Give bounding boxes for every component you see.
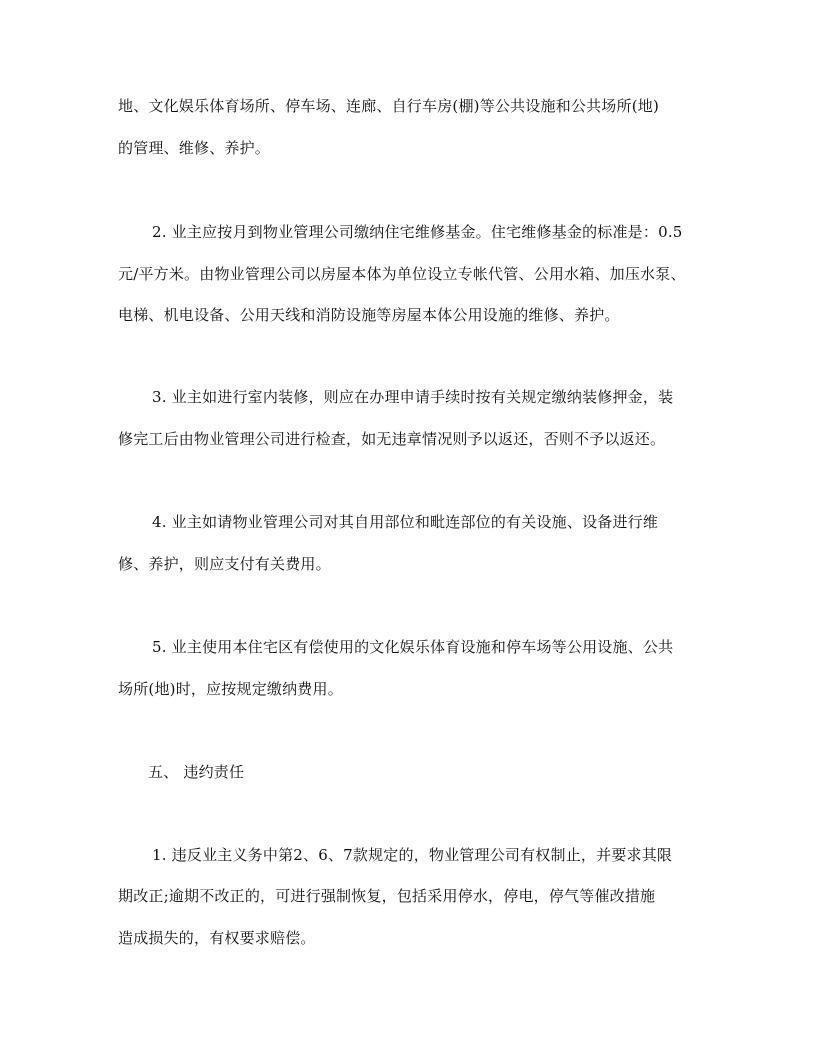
paragraph-line: 4. 业主如请物业管理公司对其自用部位和毗连部位的有关设施、设备进行维: [152, 513, 659, 531]
paragraph-line: 的管理、维修、养护。: [118, 139, 271, 157]
paragraph-line: 地、文化娱乐体育场所、停车场、连廊、自行车房(棚)等公共设施和公共场所(地): [118, 97, 660, 115]
paragraph-line: 场所(地)时，应按规定缴纳费用。: [118, 680, 343, 698]
paragraph-line: 2. 业主应按月到物业管理公司缴纳住宅维修基金。住宅维修基金的标准是：0.5: [152, 223, 683, 241]
paragraph-line: 5. 业主使用本住宅区有偿使用的文化娱乐体育设施和停车场等公用设施、公共: [152, 638, 674, 656]
paragraph-line: 电梯、机电设备、公用天线和消防设施等房屋本体公用设施的维修、养护。: [118, 306, 620, 324]
paragraph-line: 期改正;逾期不改正的，可进行强制恢复，包括采用停水，停电，停气等催改措施: [118, 887, 656, 905]
paragraph-line: 3. 业主如进行室内装修，则应在办理申请手续时按有关规定缴纳装修押金，装: [152, 388, 674, 406]
paragraph-line: 修完工后由物业管理公司进行检查，如无违章情况则予以返还，否则不予以返还。: [118, 430, 666, 448]
paragraph-line: 1. 违反业主义务中第2、6、7款规定的，物业管理公司有权制止，并要求其限: [152, 846, 673, 864]
paragraph-line: 修、养护，则应支付有关费用。: [118, 555, 331, 573]
paragraph-line: 元/平方米。由物业管理公司以房屋本体为单位设立专帐代管、公用水箱、加压水泵、: [118, 265, 686, 283]
section-heading: 五、 违约责任: [148, 763, 245, 781]
paragraph-line: 造成损失的，有权要求赔偿。: [118, 929, 316, 947]
